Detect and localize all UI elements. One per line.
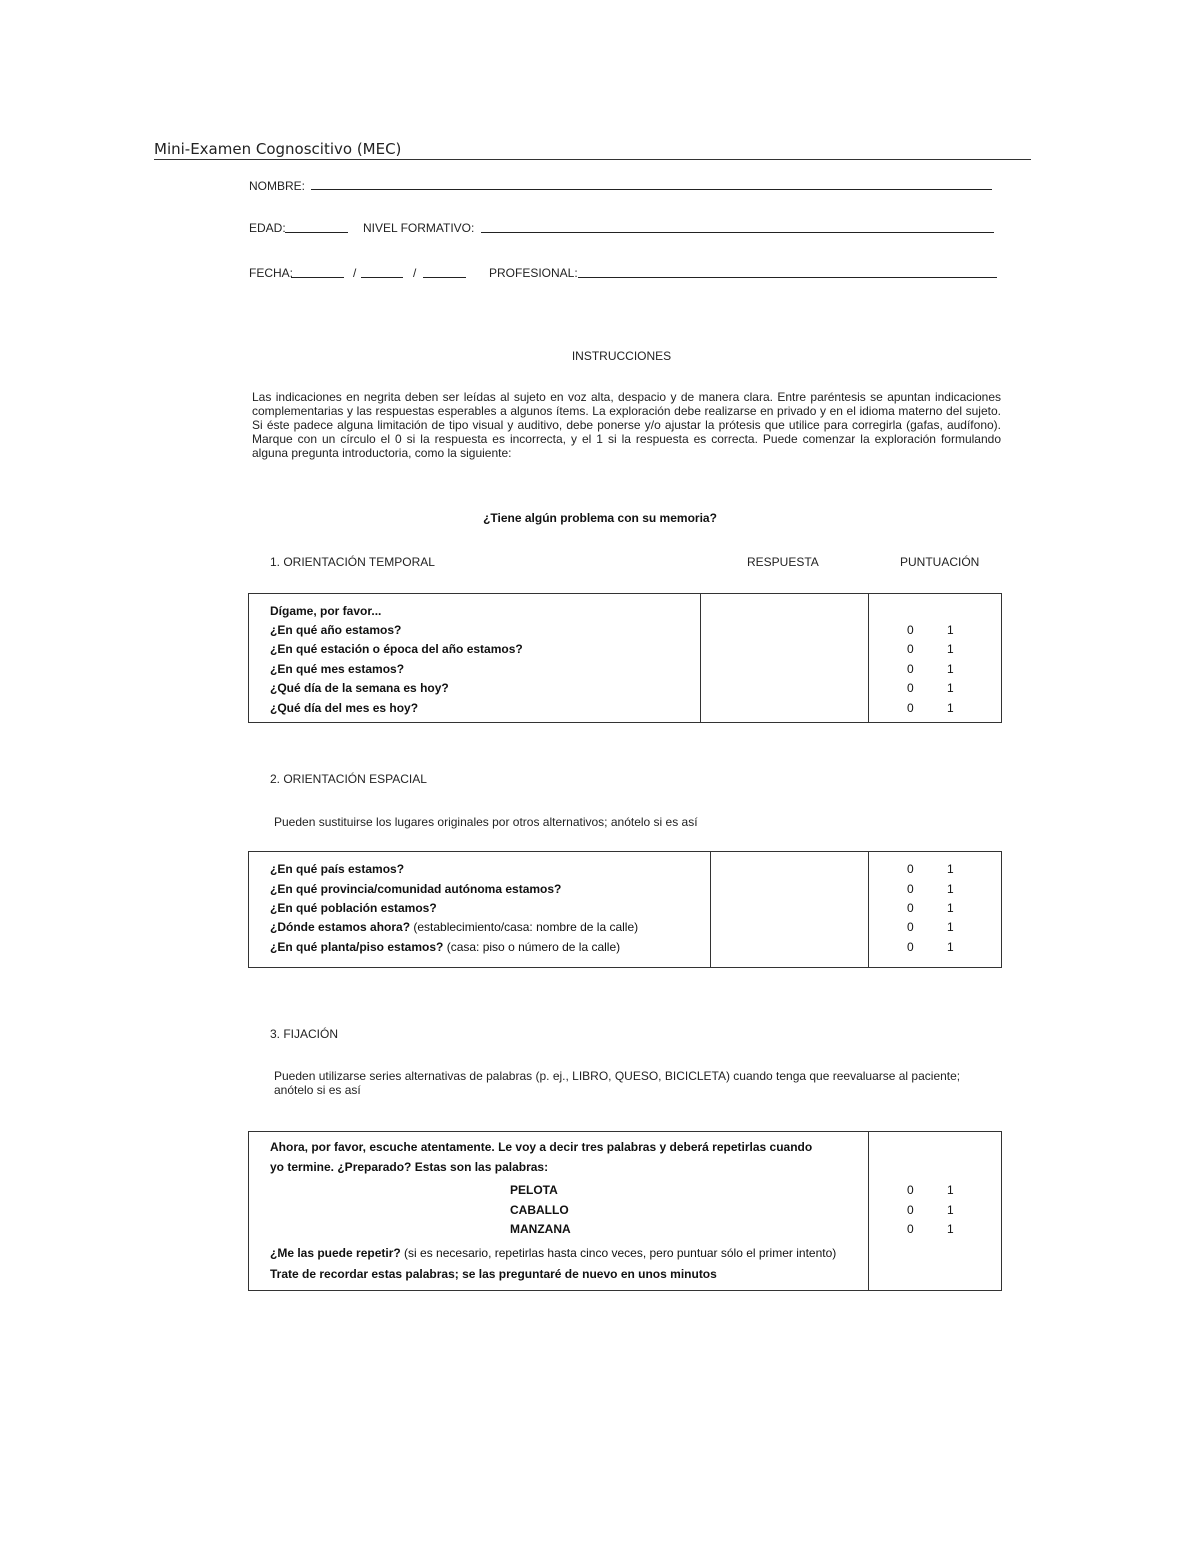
section1-question: ¿Qué día de la semana es hoy? [270, 681, 449, 695]
nivel-formativo-label: NIVEL FORMATIVO: [363, 221, 475, 235]
section2-answer-cell[interactable] [711, 852, 868, 967]
score-row[interactable] [907, 1222, 967, 1236]
edad-field[interactable] [285, 232, 348, 233]
nombre-label: NOMBRE: [249, 179, 306, 193]
question-text: ¿En qué provincia/comunidad autónoma estamos? [270, 882, 562, 896]
repeat-note: (si es necesario, repetirlas hasta cinco veces, pero puntuar sólo el primer intento) [400, 1246, 837, 1260]
question-text: ¿En qué planta/piso estamos? [270, 940, 444, 954]
question-note: (casa: piso o número de la calle) [443, 940, 621, 954]
word-item: MANZANA [510, 1222, 571, 1236]
score-one[interactable]: 1 [947, 681, 954, 695]
profesional-field[interactable] [578, 277, 997, 278]
score-zero[interactable]: 0 [907, 642, 914, 656]
score-zero[interactable]: 0 [907, 940, 914, 954]
score-row[interactable] [907, 623, 967, 637]
word-item: PELOTA [510, 1183, 558, 1197]
section2-question [270, 882, 561, 896]
score-row[interactable] [907, 1203, 967, 1217]
nombre-field[interactable] [311, 189, 992, 190]
section3-title: 3. FIJACIÓN [270, 1027, 339, 1041]
fecha-year-field[interactable] [423, 277, 466, 278]
nivel-formativo-field[interactable] [481, 232, 994, 233]
fecha-slash-1: / [353, 266, 357, 280]
section2-question [270, 940, 620, 954]
profesional-label: PROFESIONAL: [489, 266, 578, 280]
score-one[interactable]: 1 [947, 701, 954, 715]
section3-repeat [270, 1246, 836, 1260]
section1-title: 1. ORIENTACIÓN TEMPORAL [270, 555, 435, 569]
score-row[interactable] [907, 920, 967, 934]
question-text: ¿En qué población estamos? [270, 901, 437, 915]
section3-prompt: Ahora, por favor, escuche atentamente. Le voy a decir tres palabras y deberá repetirlas cuando [270, 1140, 813, 1154]
score-zero[interactable]: 0 [907, 701, 914, 715]
score-zero[interactable]: 0 [907, 1203, 914, 1217]
instructions-title: INSTRUCCIONES [571, 349, 672, 363]
score-one[interactable]: 1 [947, 1222, 954, 1236]
memory-question: ¿Tiene algún problema con su memoria? [483, 511, 717, 525]
score-one[interactable]: 1 [947, 862, 954, 876]
score-zero[interactable]: 0 [907, 1183, 914, 1197]
score-zero[interactable]: 0 [907, 662, 914, 676]
question-text: ¿En qué país estamos? [270, 862, 405, 876]
fecha-month-field[interactable] [361, 277, 403, 278]
section1-question: ¿En qué estación o época del año estamos? [270, 642, 523, 656]
score-one[interactable]: 1 [947, 901, 954, 915]
section3-prompt: yo termine. ¿Preparado? Estas son las palabras: [270, 1160, 549, 1174]
question-note: (establecimiento/casa: nombre de la calle) [410, 920, 639, 934]
fecha-slash-2: / [413, 266, 417, 280]
section3-note: Pueden utilizarse series alternativas de palabras (p. ej., LIBRO, QUESO, BICICLETA) cuando tenga que reevaluarse al paciente; [274, 1069, 961, 1083]
score-row[interactable] [907, 940, 967, 954]
score-row[interactable] [907, 642, 967, 656]
score-one[interactable]: 1 [947, 623, 954, 637]
score-row[interactable] [907, 901, 967, 915]
section2-divider-2 [868, 851, 869, 968]
score-one[interactable]: 1 [947, 662, 954, 676]
section2-question [270, 862, 404, 876]
section3-divider [868, 1131, 869, 1291]
section1-answer-cell[interactable] [701, 594, 868, 722]
word-item: CABALLO [510, 1203, 569, 1217]
section1-divider-2 [868, 593, 869, 723]
section2-title: 2. ORIENTACIÓN ESPACIAL [270, 772, 427, 786]
section1-question: ¿En qué mes estamos? [270, 662, 405, 676]
score-one[interactable]: 1 [947, 882, 954, 896]
score-row[interactable] [907, 882, 967, 896]
section1-question: ¿En qué año estamos? [270, 623, 402, 637]
score-zero[interactable]: 0 [907, 862, 914, 876]
score-zero[interactable]: 0 [907, 901, 914, 915]
score-one[interactable]: 1 [947, 920, 954, 934]
score-zero[interactable]: 0 [907, 1222, 914, 1236]
document-title: Mini-Examen Cognoscitivo (MEC) [154, 140, 402, 158]
section2-note: Pueden sustituirse los lugares originales por otros alternativos; anótelo si es así [274, 815, 698, 829]
section3-note: anótelo si es así [274, 1083, 361, 1097]
puntuacion-column-header: PUNTUACIÓN [900, 555, 980, 569]
repeat-question: ¿Me las puede repetir? [270, 1246, 401, 1260]
fecha-day-field[interactable] [291, 277, 344, 278]
section1-question: ¿Qué día del mes es hoy? [270, 701, 419, 715]
edad-label: EDAD: [249, 221, 286, 235]
section1-intro: Dígame, por favor... [270, 604, 382, 618]
score-row[interactable] [907, 662, 967, 676]
section2-question [270, 920, 638, 934]
header-rule [154, 159, 1031, 160]
instructions-paragraph: Las indicaciones en negrita deben ser leídas al sujeto en voz alta, despacio y de manera clara. Entre paréntesis se apuntan indicaciones complementarias y las respuestas esperables a algunos ítems. La exploración debe realizarse en privado y en el idioma materno del sujeto. Si éste padece alguna limitación de tipo visual y auditivo, debe ponerse y/o ajustar la prótesis que utilice para corregirla (gafas, audífono). Marque con un círculo el 0 si la respuesta es incorrecta, y el 1 si la respuesta es correcta. Puede comenzar la exploración formulando alguna pregunta introductoria, como la siguiente: [252, 390, 1001, 460]
score-one[interactable]: 1 [947, 1183, 954, 1197]
respuesta-column-header: RESPUESTA [747, 555, 819, 569]
score-zero[interactable]: 0 [907, 623, 914, 637]
score-row[interactable] [907, 862, 967, 876]
score-zero[interactable]: 0 [907, 920, 914, 934]
score-zero[interactable]: 0 [907, 681, 914, 695]
fecha-label: FECHA: [249, 266, 294, 280]
score-one[interactable]: 1 [947, 1203, 954, 1217]
score-one[interactable]: 1 [947, 642, 954, 656]
score-zero[interactable]: 0 [907, 882, 914, 896]
question-text: ¿Dónde estamos ahora? [270, 920, 411, 934]
score-one[interactable]: 1 [947, 940, 954, 954]
section3-remember: Trate de recordar estas palabras; se las preguntaré de nuevo en unos minutos [270, 1267, 717, 1281]
score-row[interactable] [907, 681, 967, 695]
score-row[interactable] [907, 701, 967, 715]
score-row[interactable] [907, 1183, 967, 1197]
section2-question [270, 901, 437, 915]
